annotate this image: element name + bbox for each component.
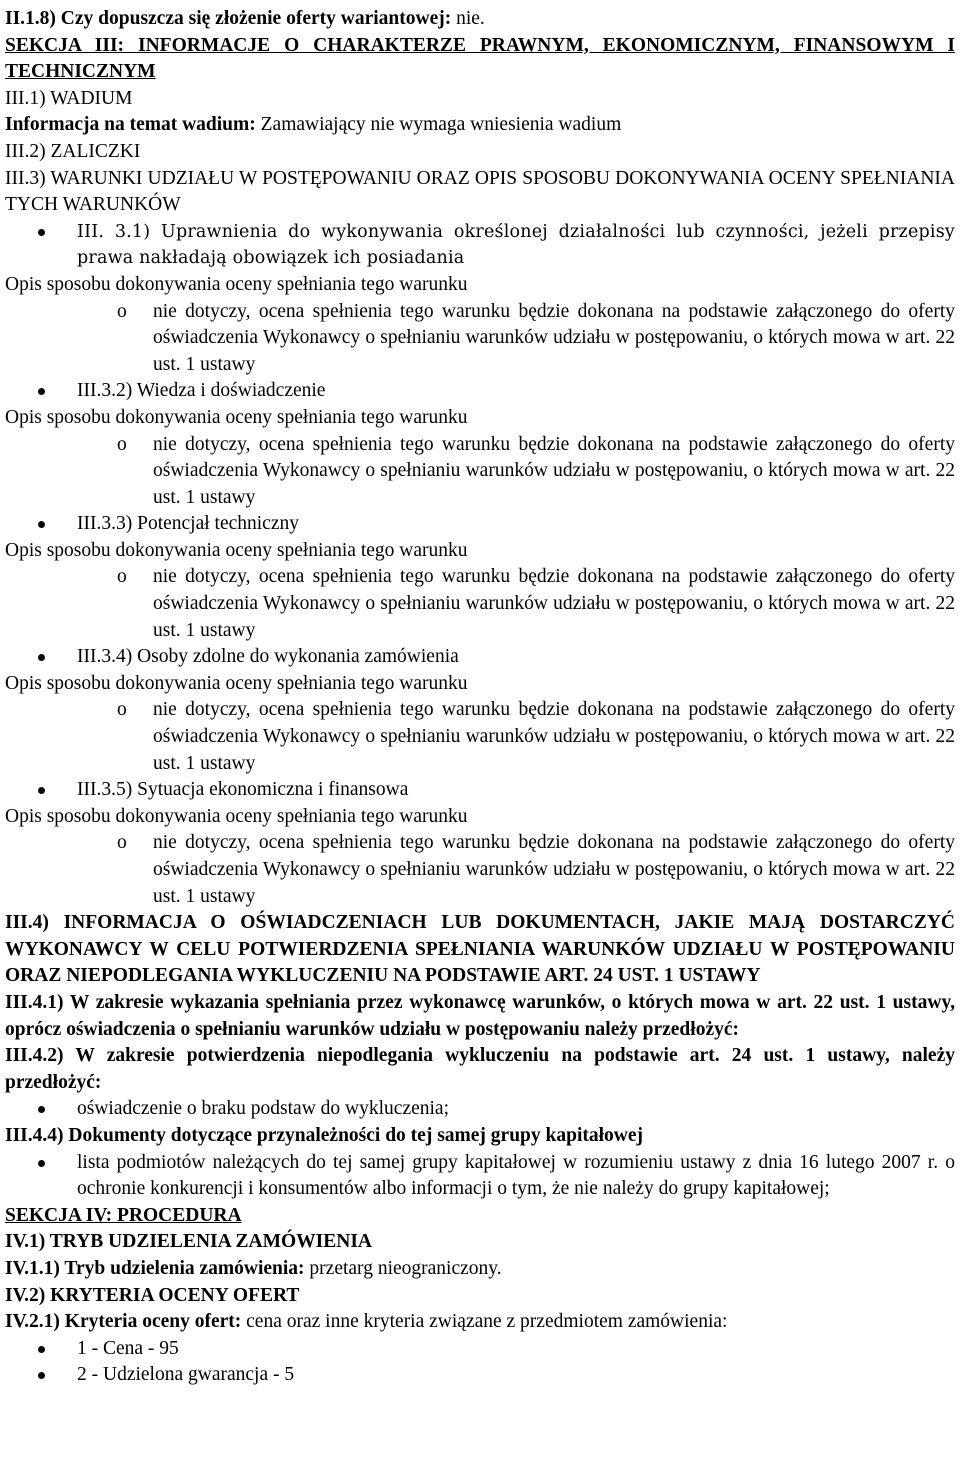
iv-2-1 [5, 1309, 955, 1336]
line-ii-1-8-value: nie. [451, 8, 485, 29]
iii-4-2-item: oświadczenie o braku podstaw do wykluczenia; [5, 1096, 955, 1123]
condition-5-title: III.3.5) Sytuacja ekonomiczna i finansowa [5, 777, 955, 804]
line-ii-1-8 [5, 6, 955, 33]
condition-1-title: III. 3.1) Uprawnienia do wykonywania określonej działalności lub czynności, jeżeli przepisy prawa nakładają obowiązek ich posiadania [5, 219, 955, 272]
condition-2-title: III.3.2) Wiedza i doświadczenie [5, 378, 955, 405]
line-ii-1-8-head: II.1.8) Czy dopuszcza się złożenie oferty wariantowej: [5, 8, 452, 29]
circle-bullet-icon: o [117, 300, 127, 322]
iii-4-2: III.4.2) W zakresie potwierdzenia niepodlegania wykluczeniu na podstawie art. 24 ust. 1 ustawy, należy przedłożyć: [5, 1045, 955, 1093]
circle-bullet-icon: o [117, 433, 127, 455]
condition-4-title: III.3.4) Osoby zdolne do wykonania zamówienia [5, 644, 955, 671]
iv-2-1-head: IV.2.1) Kryteria oceny ofert: [5, 1311, 242, 1333]
condition-4-opis-label: Opis sposobu dokonywania oceny spełniania tego warunku [5, 672, 468, 694]
zaliczki-heading: III.2) ZALICZKI [5, 140, 141, 162]
circle-bullet-icon: o [117, 699, 127, 721]
condition-2-desc-item [5, 432, 955, 512]
condition-3-desc: nie dotyczy, ocena spełnienia tego warunku będzie dokonana na podstawie załączonego do oferty oświadczenia Wykonawcy o spełnianiu warunków udziału w postępowaniu, o których mowa w art. 22 ust. 1 ustawy [153, 566, 955, 641]
criteria-list [5, 1336, 955, 1389]
section-4-title: SEKCJA IV: PROCEDURA [5, 1204, 242, 1226]
wadium-info-head: Informacja na temat wadium: [5, 114, 256, 136]
condition-5-list [5, 777, 955, 804]
condition-5-desc-item [5, 830, 955, 910]
condition-4-list [5, 644, 955, 671]
condition-5-opis-label: Opis sposobu dokonywania oceny spełniania tego warunku [5, 805, 468, 827]
condition-2-list [5, 378, 955, 405]
criteria-item-1: 1 - Cena - 95 [5, 1336, 955, 1363]
condition-3-desc-item [5, 564, 955, 644]
condition-5-desc: nie dotyczy, ocena spełnienia tego warunku będzie dokonana na podstawie załączonego do oferty oświadczenia Wykonawcy o spełnianiu warunków udziału w postępowaniu, o których mowa w art. 22 ust. 1 ustawy [153, 832, 955, 907]
wadium-info [5, 112, 955, 139]
circle-bullet-icon: o [117, 832, 127, 854]
condition-3-list [5, 511, 955, 538]
warunki-heading: III.3) WARUNKI UDZIAŁU W POSTĘPOWANIU ORAZ OPIS SPOSOBU DOKONYWANIA OCENY SPEŁNIANIA TYCH WARUNKÓW [5, 167, 955, 216]
iii-4-1: III.4.1) W zakresie wykazania spełniania przez wykonawcę warunków, o których mowa w art. 22 ust. 1 ustawy, oprócz oświadczenia o spełnianiu warunków udziału w postępowaniu należy przedłożyć: [5, 991, 955, 1040]
iii-4-4: III.4.4) Dokumenty dotyczące przynależności do tej samej grupy kapitałowej [5, 1124, 644, 1146]
iv-1-heading: IV.1) TRYB UDZIELENIA ZAMÓWIENIA [5, 1231, 373, 1253]
condition-4-desc-item [5, 697, 955, 777]
iv-2-heading: IV.2) KRYTERIA OCENY OFERT [5, 1284, 300, 1306]
circle-bullet-icon: o [117, 566, 127, 588]
iii-4-heading: III.4) INFORMACJA O OŚWIADCZENIACH LUB DOKUMENTACH, JAKIE MAJĄ DOSTARCZYĆ WYKONAWCY W CELU POTWIERDZENIA SPEŁNIANIA WARUNKÓW UDZIAŁU W POSTĘPOWANIU ORAZ NIEPODLEGANIA WYKLUCZENIU NA PODSTAWIE ART. 24 UST. 1 USTAWY [5, 912, 955, 987]
condition-1-opis-label: Opis sposobu dokonywania oceny spełniania tego warunku [5, 273, 468, 295]
condition-3-title: III.3.3) Potencjał techniczny [5, 511, 955, 538]
wadium-heading: III.1) WADIUM [5, 87, 133, 109]
iii-4-4-item: lista podmiotów należących do tej samej grupy kapitałowej w rozumieniu ustawy z dnia 16 lutego 2007 r. o ochronie konkurencji i konsumentów albo informacji o tym, że nie należy do grupy kapitałowej; [5, 1150, 955, 1203]
condition-3-opis-label: Opis sposobu dokonywania oceny spełniania tego warunku [5, 539, 468, 561]
wadium-info-value: Zamawiający nie wymaga wniesienia wadium [255, 114, 622, 136]
condition-4-desc: nie dotyczy, ocena spełnienia tego warunku będzie dokonana na podstawie załączonego do oferty oświadczenia Wykonawcy o spełnianiu warunków udziału w postępowaniu, o których mowa w art. 22 ust. 1 ustawy [153, 699, 955, 774]
section-3-title: SEKCJA III: INFORMACJE O CHARAKTERZE PRAWNYM, EKONOMICZNYM, FINANSOWYM I TECHNICZNYM [5, 34, 955, 83]
iv-2-1-value: cena oraz inne kryteria związane z przedmiotem zamówienia: [241, 1311, 728, 1333]
condition-1-desc-item [5, 299, 955, 379]
condition-1-desc: nie dotyczy, ocena spełnienia tego warunku będzie dokonana na podstawie załączonego do oferty oświadczenia Wykonawcy o spełnianiu warunków udziału w postępowaniu, o których mowa w art. 22 ust. 1 ustawy [153, 300, 955, 375]
iv-1-1 [5, 1256, 955, 1283]
criteria-item-2: 2 - Udzielona gwarancja - 5 [5, 1362, 955, 1389]
iii-4-2-list [5, 1096, 955, 1123]
iv-1-1-value: przetarg nieograniczony. [304, 1257, 502, 1279]
iv-1-1-head: IV.1.1) Tryb udzielenia zamówienia: [5, 1257, 305, 1279]
iii-4-4-list [5, 1150, 955, 1203]
condition-1-list [5, 219, 955, 272]
condition-2-opis-label: Opis sposobu dokonywania oceny spełniania tego warunku [5, 406, 468, 428]
condition-2-desc: nie dotyczy, ocena spełnienia tego warunku będzie dokonana na podstawie załączonego do oferty oświadczenia Wykonawcy o spełnianiu warunków udziału w postępowaniu, o których mowa w art. 22 ust. 1 ustawy [153, 433, 955, 508]
